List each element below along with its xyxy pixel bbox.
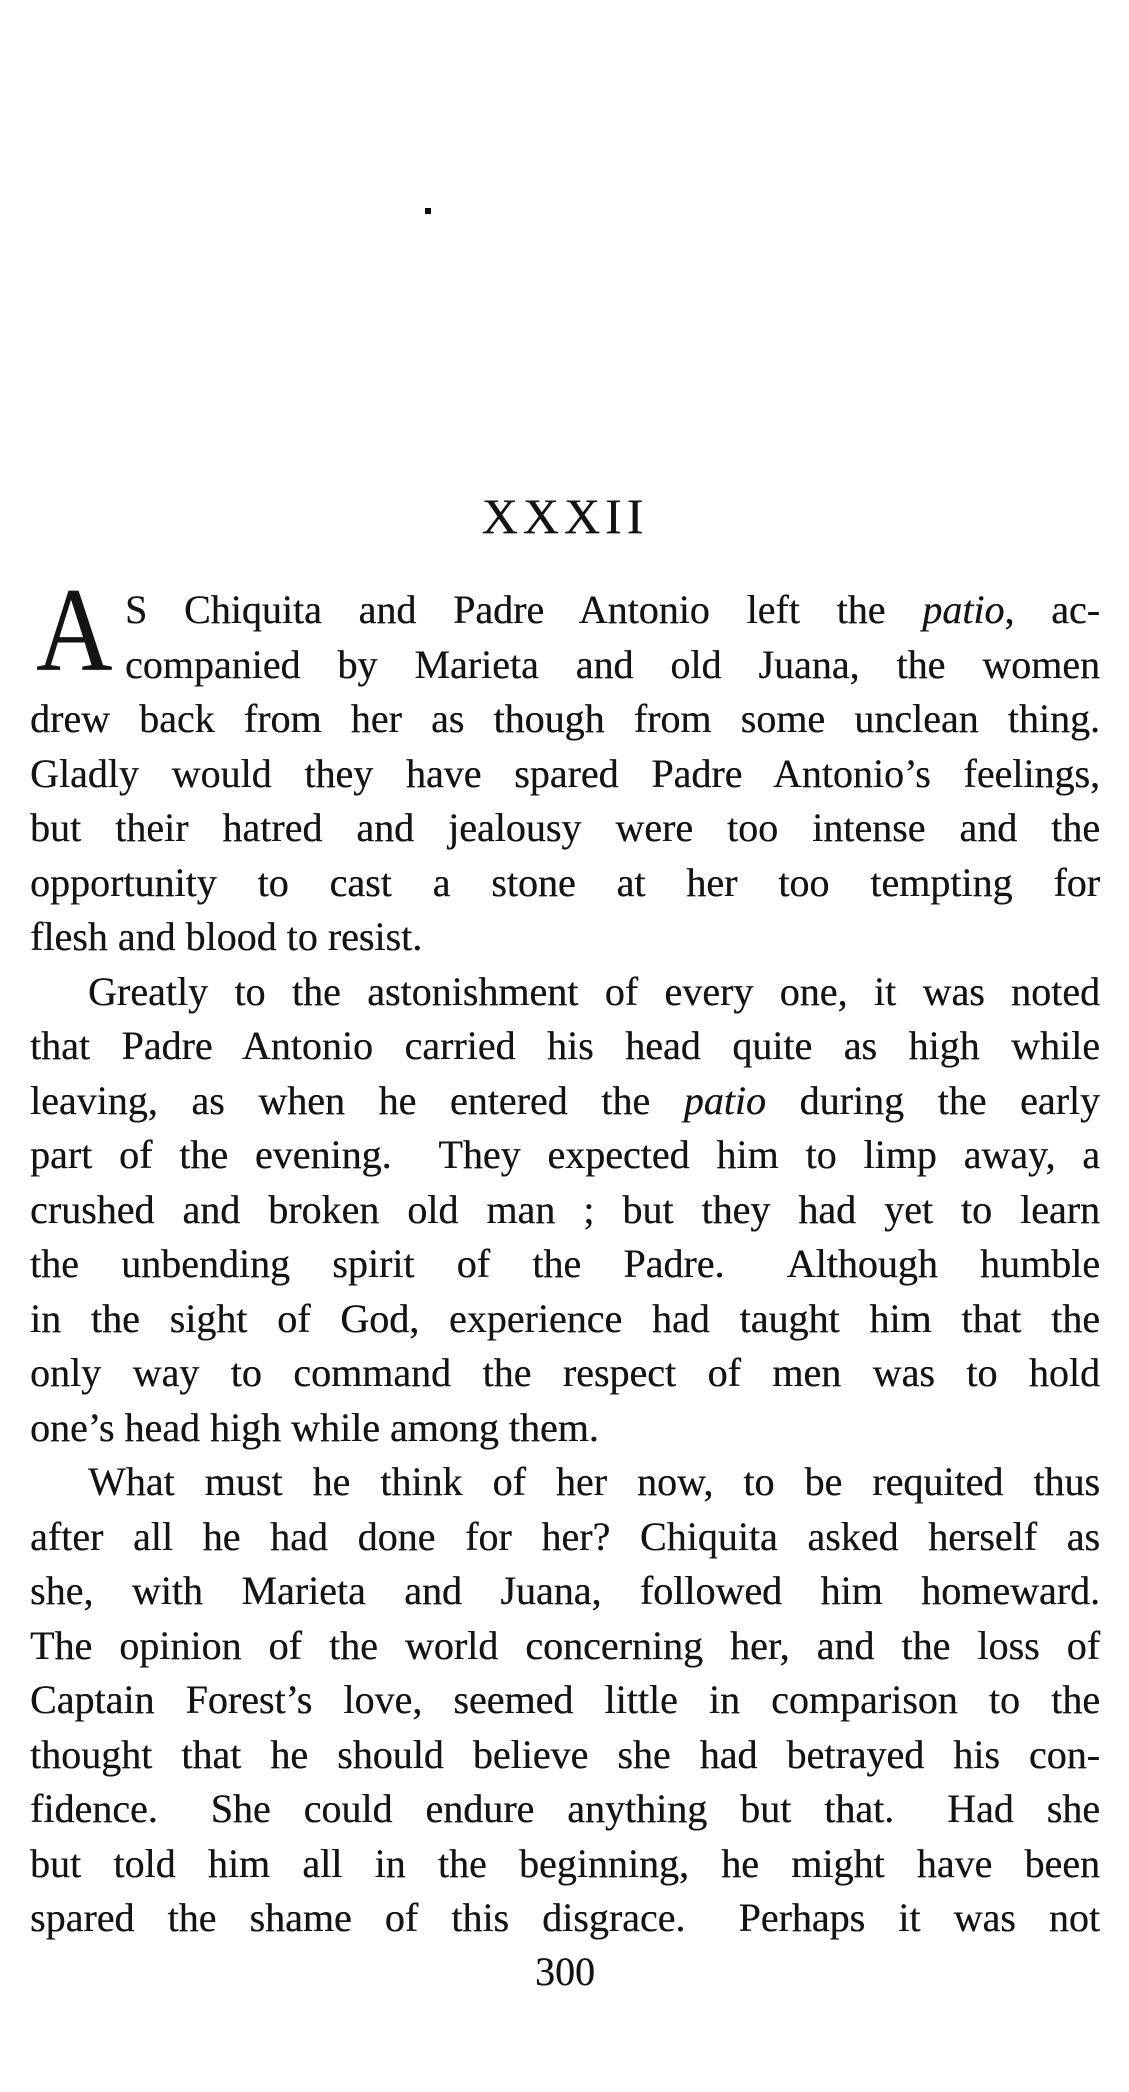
text-segment: spared the shame of this disgrace. Perhaps it was not — [30, 1895, 1100, 1940]
text-segment: Greatly to the astonishment of every one, it was noted — [88, 968, 1100, 1014]
text-line — [30, 1346, 1100, 1401]
text-segment: but their hatred and jealousy were too intense and the — [30, 805, 1100, 850]
text-segment: What must he think of her now, to be requited thus — [88, 1459, 1100, 1504]
text-line — [30, 583, 1100, 638]
text-line — [30, 1891, 1100, 1946]
page-number: 300 — [535, 1949, 595, 1994]
paragraph — [30, 965, 1100, 1456]
text-line — [30, 965, 1100, 1020]
text-segment: opportunity to cast a stone at her too tempting for — [30, 859, 1100, 905]
text-segment: flesh and blood to resist. — [30, 914, 423, 959]
text-line — [30, 1510, 1100, 1565]
text-segment: she, with Marieta and Juana, followed him homeward. — [30, 1568, 1100, 1613]
text-line — [30, 1401, 1100, 1456]
text-segment: , ac- — [1004, 587, 1101, 632]
body-text — [30, 563, 1101, 1946]
text-segment: S Chiquita and Padre Antonio left the — [125, 587, 923, 632]
text-segment: Gladly would they have spared Padre Antonio’s feelings, — [30, 750, 1100, 796]
text-line — [30, 638, 1100, 693]
ink-speck — [425, 208, 431, 214]
italic-word: patio — [922, 587, 1005, 632]
paragraph — [30, 563, 1101, 965]
text-segment: leaving, as when he entered the — [30, 1077, 684, 1123]
text-segment: companied by Marieta and old Juana, the women — [125, 641, 1100, 687]
text-line — [30, 801, 1100, 856]
text-segment: crushed and broken old man ; but they had yet to learn — [30, 1186, 1100, 1232]
text-line — [30, 1019, 1100, 1074]
text-line — [30, 1128, 1100, 1183]
text-segment: The opinion of the world concerning her, and the loss of — [30, 1622, 1100, 1668]
text-segment: during the early — [765, 1077, 1100, 1123]
chapter-heading: XXXII — [481, 488, 649, 544]
text-segment: part of the evening. They expected him to limp away, a — [30, 1132, 1100, 1177]
text-segment: drew back from her as though from some unclean thing. — [30, 696, 1100, 741]
text-line — [30, 1074, 1100, 1129]
italic-word: patio — [683, 1077, 766, 1123]
text-line — [30, 1782, 1100, 1837]
text-line — [30, 692, 1100, 747]
drop-cap: A — [36, 563, 113, 696]
text-segment: Captain Forest’s love, seemed little in comparison to the — [30, 1677, 1100, 1722]
text-line — [30, 747, 1100, 802]
text-segment: that Padre Antonio carried his head quite as high while — [30, 1023, 1100, 1068]
text-segment: after all he had done for her? Chiquita asked herself as — [30, 1513, 1100, 1559]
text-line — [30, 910, 1100, 965]
text-line — [30, 1619, 1100, 1674]
text-segment: in the sight of God, experience had taught him that the — [30, 1295, 1100, 1341]
text-line — [30, 1455, 1100, 1510]
text-line — [30, 1183, 1100, 1238]
text-segment: the unbending spirit of the Padre. Although humble — [30, 1241, 1100, 1286]
text-line — [30, 1728, 1100, 1783]
text-segment: only way to command the respect of men was to hold — [30, 1350, 1100, 1395]
text-segment: one’s head high while among them. — [30, 1404, 599, 1450]
text-segment: fidence. She could endure anything but that. Had she — [30, 1786, 1100, 1831]
text-segment: thought that he should believe she had betrayed his con- — [30, 1731, 1100, 1777]
text-line — [30, 1292, 1100, 1347]
paragraph — [30, 1455, 1100, 1946]
text-line — [30, 1564, 1100, 1619]
text-line — [30, 1673, 1100, 1728]
text-line — [30, 1837, 1100, 1892]
text-line — [30, 856, 1100, 911]
text-segment: but told him all in the beginning, he might have been — [30, 1840, 1100, 1886]
text-line — [30, 1237, 1100, 1292]
